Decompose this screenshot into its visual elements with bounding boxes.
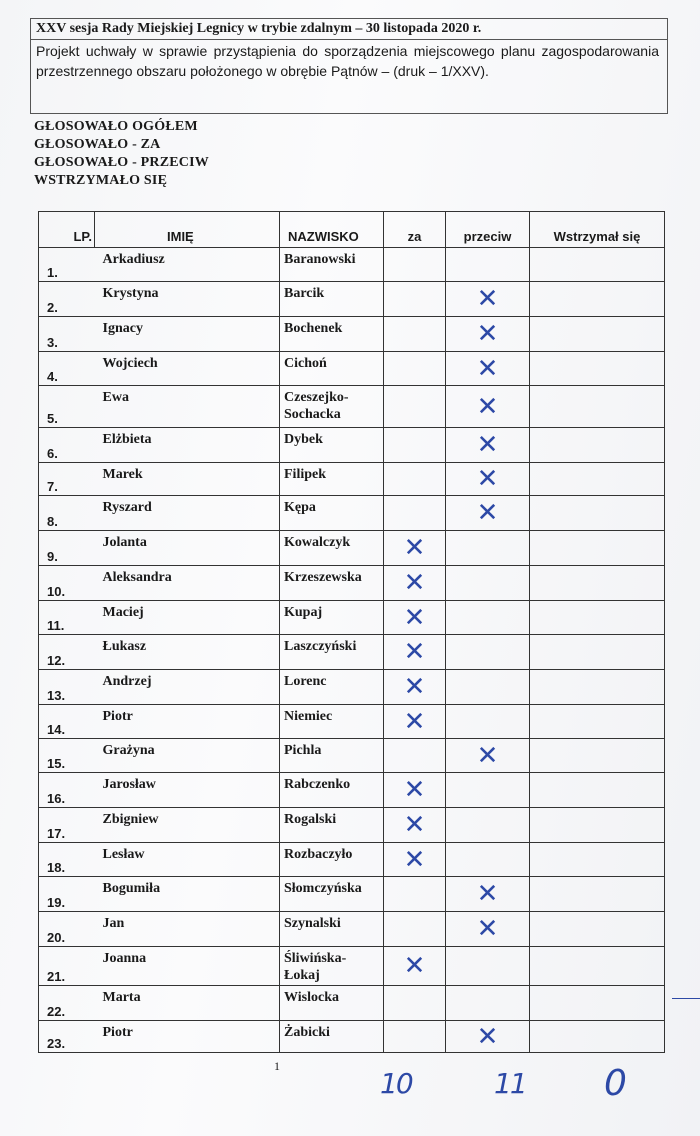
row-vote-abstain	[530, 808, 665, 843]
row-last-name: Rabczenko	[280, 773, 384, 808]
row-vote-for	[384, 566, 446, 601]
row-first-name: Maciej	[95, 601, 280, 635]
row-last-name: Czeszejko- Sochacka	[280, 386, 384, 428]
row-vote-against	[446, 496, 530, 531]
row-last-name: Szynalski	[280, 912, 384, 947]
row-lp: 17.	[39, 808, 95, 843]
row-vote-abstain	[530, 986, 665, 1021]
col-header-against: przeciw	[446, 212, 530, 248]
row-vote-abstain	[530, 912, 665, 947]
row-vote-against	[446, 635, 530, 670]
row-last-name: Wislocka	[280, 986, 384, 1021]
table-row	[39, 282, 665, 317]
row-vote-for	[384, 463, 446, 496]
row-vote-abstain	[530, 463, 665, 496]
row-lp: 3.	[39, 317, 95, 352]
table-row	[39, 566, 665, 601]
row-last-name: Śliwińska- Łokaj	[280, 947, 384, 986]
row-first-name: Ryszard	[95, 496, 280, 531]
vote-mark-icon: ✕	[476, 430, 499, 460]
row-vote-against	[446, 739, 530, 773]
vote-mark-icon: ✕	[403, 951, 426, 981]
row-vote-against	[446, 877, 530, 912]
handwritten-total-against: 11	[494, 1067, 526, 1100]
vote-rows	[39, 248, 665, 1053]
row-first-name: Elżbieta	[95, 428, 280, 463]
row-vote-for	[384, 877, 446, 912]
table-row	[39, 773, 665, 808]
vote-mark-icon: ✕	[476, 879, 499, 909]
row-vote-against	[446, 463, 530, 496]
vote-mark-icon: ✕	[476, 319, 499, 349]
table-row	[39, 808, 665, 843]
row-vote-against	[446, 773, 530, 808]
table-row	[39, 317, 665, 352]
table-row	[39, 352, 665, 386]
table-row	[39, 1021, 665, 1053]
table-row	[39, 705, 665, 739]
handwritten-totals	[0, 1063, 700, 1133]
row-last-name: Filipek	[280, 463, 384, 496]
row-first-name: Ignacy	[95, 317, 280, 352]
row-vote-against	[446, 705, 530, 739]
row-vote-abstain	[530, 531, 665, 566]
row-lp: 23.	[39, 1021, 95, 1053]
vote-mark-icon: ✕	[403, 844, 426, 875]
vote-mark-icon: ✕	[403, 602, 426, 633]
row-last-name: Lorenc	[280, 670, 384, 705]
row-first-name: Piotr	[95, 705, 280, 739]
row-vote-against	[446, 986, 530, 1021]
vote-mark-icon: ✕	[476, 498, 499, 528]
summary-abstain: WSTRZYMAŁO SIĘ	[34, 173, 168, 188]
header-divider	[31, 39, 667, 40]
row-first-name: Aleksandra	[95, 566, 280, 601]
table-row	[39, 947, 665, 986]
row-vote-for	[384, 705, 446, 739]
vote-table	[38, 211, 665, 1053]
row-vote-abstain	[530, 670, 665, 705]
row-last-name: Baranowski	[280, 248, 384, 282]
row-first-name: Marek	[95, 463, 280, 496]
row-vote-abstain	[530, 386, 665, 428]
row-first-name: Zbigniew	[95, 808, 280, 843]
vote-mark-icon: ✕	[476, 914, 499, 944]
table-row	[39, 248, 665, 282]
row-vote-for	[384, 428, 446, 463]
row-vote-against	[446, 912, 530, 947]
row-vote-against	[446, 248, 530, 282]
row-lp: 7.	[39, 463, 95, 496]
row-last-name: Bochenek	[280, 317, 384, 352]
row-vote-abstain	[530, 705, 665, 739]
row-first-name: Jan	[95, 912, 280, 947]
row-vote-against	[446, 566, 530, 601]
row-vote-for	[384, 739, 446, 773]
table-row	[39, 670, 665, 705]
row-last-name: Słomczyńska	[280, 877, 384, 912]
table-row	[39, 531, 665, 566]
vote-mark-icon: ✕	[476, 353, 499, 384]
row-lp: 12.	[39, 635, 95, 670]
table-row	[39, 601, 665, 635]
table-row	[39, 877, 665, 912]
col-header-first-name: IMIĘ	[95, 212, 280, 248]
row-lp: 6.	[39, 428, 95, 463]
row-vote-abstain	[530, 282, 665, 317]
row-lp: 9.	[39, 531, 95, 566]
vote-mark-icon: ✕	[403, 706, 426, 737]
vote-mark-icon: ✕	[476, 284, 499, 314]
row-vote-abstain	[530, 877, 665, 912]
col-header-lp: LP.	[39, 212, 95, 248]
row-vote-for	[384, 352, 446, 386]
row-lp: 19.	[39, 877, 95, 912]
row-vote-against	[446, 282, 530, 317]
row-last-name: Barcik	[280, 282, 384, 317]
col-header-last-name: NAZWISKO	[280, 212, 384, 248]
table-row	[39, 428, 665, 463]
row-vote-against	[446, 808, 530, 843]
row-vote-abstain	[530, 947, 665, 986]
row-first-name: Lesław	[95, 843, 280, 877]
row-first-name: Joanna	[95, 947, 280, 986]
row-lp: 14.	[39, 705, 95, 739]
row-first-name: Arkadiusz	[95, 248, 280, 282]
row-first-name: Grażyna	[95, 739, 280, 773]
row-first-name: Andrzej	[95, 670, 280, 705]
col-header-abstain: Wstrzymał się	[530, 212, 665, 248]
summary-against: GŁOSOWAŁO - PRZECIW	[34, 155, 209, 170]
row-last-name: Niemiec	[280, 705, 384, 739]
row-vote-abstain	[530, 496, 665, 531]
row-vote-for	[384, 843, 446, 877]
row-vote-abstain	[530, 773, 665, 808]
row-vote-abstain	[530, 566, 665, 601]
row-vote-abstain	[530, 248, 665, 282]
row-lp: 21.	[39, 947, 95, 986]
row-first-name: Krystyna	[95, 282, 280, 317]
table-row	[39, 463, 665, 496]
margin-pen-stroke	[672, 998, 700, 999]
row-last-name: Dybek	[280, 428, 384, 463]
vote-mark-icon: ✕	[476, 740, 499, 771]
row-lp: 22.	[39, 986, 95, 1021]
row-lp: 8.	[39, 496, 95, 531]
row-vote-against	[446, 386, 530, 428]
row-last-name: Cichoń	[280, 352, 384, 386]
row-vote-for	[384, 248, 446, 282]
row-lp: 20.	[39, 912, 95, 947]
row-vote-against	[446, 843, 530, 877]
row-vote-for	[384, 912, 446, 947]
row-first-name: Jolanta	[95, 531, 280, 566]
row-first-name: Łukasz	[95, 635, 280, 670]
vote-mark-icon: ✕	[403, 568, 426, 598]
session-title: XXV sesja Rady Miejskiej Legnicy w trybie zdalnym – 30 listopada 2020 r.	[36, 21, 482, 36]
row-first-name: Wojciech	[95, 352, 280, 386]
handwritten-total-for: 10	[380, 1067, 412, 1100]
row-vote-abstain	[530, 843, 665, 877]
col-header-for: za	[384, 212, 446, 248]
row-vote-against	[446, 947, 530, 986]
row-lp: 18.	[39, 843, 95, 877]
row-vote-against	[446, 352, 530, 386]
row-vote-for	[384, 1021, 446, 1053]
row-lp: 16.	[39, 773, 95, 808]
table-header-row	[39, 212, 665, 248]
row-vote-against	[446, 428, 530, 463]
row-vote-against	[446, 317, 530, 352]
vote-mark-icon: ✕	[403, 637, 426, 667]
vote-mark-icon: ✕	[403, 810, 426, 840]
vote-mark-icon: ✕	[403, 533, 426, 563]
row-vote-for	[384, 947, 446, 986]
table-row	[39, 635, 665, 670]
summary-total: GŁOSOWAŁO OGÓŁEM	[34, 119, 198, 134]
row-vote-abstain	[530, 1021, 665, 1053]
row-vote-for	[384, 986, 446, 1021]
table-row	[39, 986, 665, 1021]
row-last-name: Żabicki	[280, 1021, 384, 1053]
vote-mark-icon: ✕	[476, 391, 499, 422]
row-vote-for	[384, 808, 446, 843]
row-lp: 4.	[39, 352, 95, 386]
row-lp: 1.	[39, 248, 95, 282]
handwritten-total-third: 0	[604, 1063, 625, 1104]
row-vote-for	[384, 386, 446, 428]
row-vote-against	[446, 670, 530, 705]
row-vote-abstain	[530, 428, 665, 463]
header-box	[30, 18, 668, 114]
row-first-name: Marta	[95, 986, 280, 1021]
row-vote-for	[384, 601, 446, 635]
row-vote-abstain	[530, 317, 665, 352]
vote-mark-icon: ✕	[476, 464, 499, 494]
row-last-name: Kowalczyk	[280, 531, 384, 566]
row-vote-against	[446, 531, 530, 566]
row-vote-against	[446, 601, 530, 635]
row-vote-for	[384, 282, 446, 317]
row-lp: 10.	[39, 566, 95, 601]
row-lp: 15.	[39, 739, 95, 773]
row-lp: 5.	[39, 386, 95, 428]
summary-for: GŁOSOWAŁO - ZA	[34, 137, 161, 152]
row-vote-for	[384, 317, 446, 352]
row-lp: 2.	[39, 282, 95, 317]
row-first-name: Ewa	[95, 386, 280, 428]
table-row	[39, 739, 665, 773]
row-vote-for	[384, 670, 446, 705]
row-lp: 13.	[39, 670, 95, 705]
table-row	[39, 912, 665, 947]
row-vote-abstain	[530, 352, 665, 386]
row-vote-abstain	[530, 635, 665, 670]
row-last-name: Kupaj	[280, 601, 384, 635]
table-row	[39, 496, 665, 531]
row-vote-for	[384, 635, 446, 670]
row-last-name: Rozbaczyło	[280, 843, 384, 877]
table-row	[39, 386, 665, 428]
row-last-name: Kępa	[280, 496, 384, 531]
row-last-name: Pichla	[280, 739, 384, 773]
row-last-name: Laszczyński	[280, 635, 384, 670]
row-vote-for	[384, 496, 446, 531]
row-lp: 11.	[39, 601, 95, 635]
vote-mark-icon: ✕	[403, 775, 426, 805]
row-last-name: Krzeszewska	[280, 566, 384, 601]
resolution-text: Projekt uchwały w sprawie przystąpienia do sporządzenia miejscowego planu zagospodarowania przestrzennego obszaru położonego w obrębie Pątnów – (druk – 1/XXV).	[36, 43, 659, 79]
vote-summary	[34, 118, 209, 190]
row-first-name: Jarosław	[95, 773, 280, 808]
row-last-name: Rogalski	[280, 808, 384, 843]
row-vote-against	[446, 1021, 530, 1053]
table-row	[39, 843, 665, 877]
vote-mark-icon: ✕	[403, 672, 426, 702]
vote-mark-icon: ✕	[476, 1021, 499, 1052]
page-number: 1	[274, 1059, 280, 1073]
row-first-name: Piotr	[95, 1021, 280, 1053]
row-first-name: Bogumiła	[95, 877, 280, 912]
row-vote-abstain	[530, 601, 665, 635]
row-vote-for	[384, 531, 446, 566]
row-vote-for	[384, 773, 446, 808]
row-vote-abstain	[530, 739, 665, 773]
